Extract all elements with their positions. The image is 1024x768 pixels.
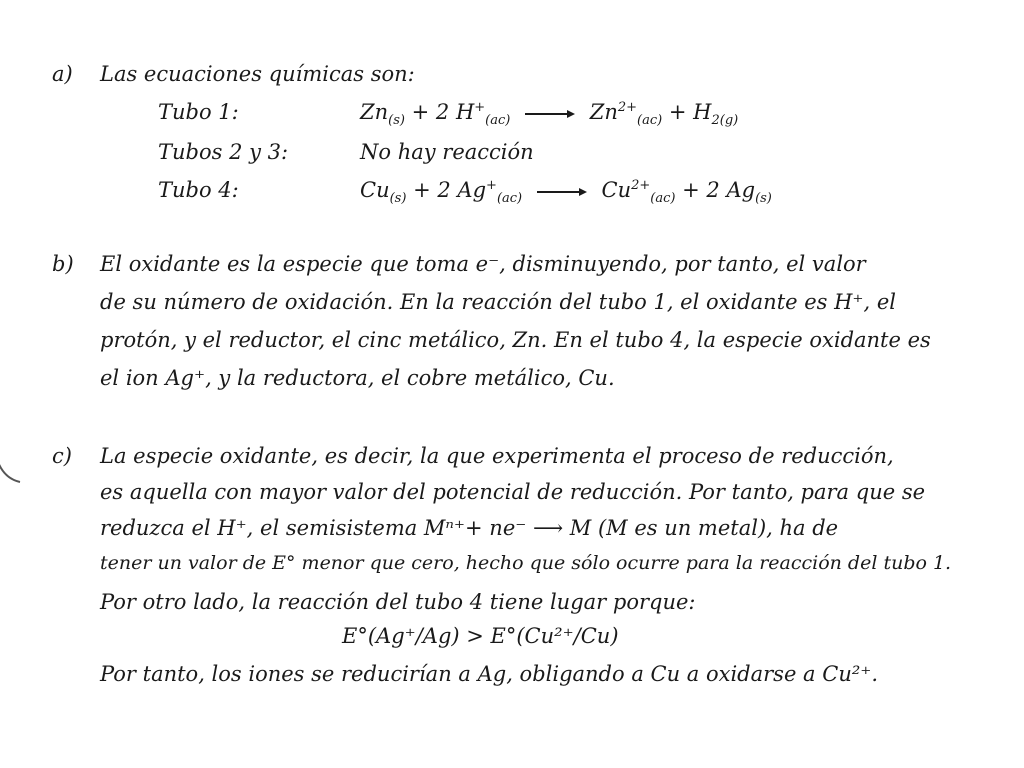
- tubo4-ag-s-state: (s): [755, 191, 772, 207]
- section-c-label: c): [52, 444, 72, 468]
- tubo1-reactant-zn: Zn: [360, 100, 389, 124]
- tubo4-reactant-cu: Cu: [360, 178, 390, 202]
- section-c-line: Por otro lado, la reacción del tubo 4 tiene lugar porque:: [100, 590, 696, 614]
- tubo1-zn-state: (s): [388, 113, 405, 129]
- tubos23-text: No hay reacción: [360, 140, 534, 164]
- potential-inequality: E°(Ag⁺/Ag) > E°(Cu²⁺/Cu): [342, 624, 619, 648]
- tubo4-product-ag: + 2 Ag: [682, 178, 756, 202]
- tubo4-product-cu: Cu: [601, 178, 632, 202]
- section-b-line: de su número de oxidación. En la reacción del tubo 1, el oxidante es H⁺, el: [100, 290, 897, 314]
- tubo1-h-state: (ac): [485, 113, 511, 129]
- tubo1-reactant-h: + 2 H: [411, 100, 475, 124]
- tubo4-cu-state: (s): [389, 191, 407, 207]
- reaction-arrow-icon: [525, 109, 575, 119]
- section-b-line: El oxidante es la especie que toma e⁻, disminuyendo, por tanto, el valor: [100, 252, 866, 276]
- tubo1-name: Tubo 1:: [158, 100, 239, 124]
- section-c-line: tener un valor de E° menor que cero, hecho que sólo ocurre para la reacción del tubo 1.: [100, 552, 952, 574]
- section-a-label: a): [52, 62, 73, 86]
- tubo1-zn-charge: 2+: [617, 100, 638, 115]
- section-c-line: reduzca el H⁺, el semisistema Mⁿ⁺+ ne⁻ ⟶ M (M es un metal), ha de: [100, 516, 839, 540]
- tubo1-h2-state: (g): [719, 113, 739, 129]
- tubo1-zn-ac-state: (ac): [637, 113, 663, 129]
- tubo1-product-h2: + H: [668, 100, 712, 124]
- tubo4-reactant-ag: + 2 Ag: [413, 178, 487, 202]
- tubo1-h-charge: +: [474, 100, 486, 115]
- tubo1-h2-sub: 2: [711, 113, 720, 129]
- section-c-line: La especie oxidante, es decir, la que experimenta el proceso de reducción,: [100, 444, 894, 468]
- section-b-line: protón, y el reductor, el cinc metálico, Zn. En el tubo 4, la especie oxidante es: [100, 328, 931, 352]
- reaction-arrow-icon: [537, 187, 587, 197]
- margin-curve-mark: [0, 452, 24, 486]
- tubos23-name: Tubos 2 y 3:: [158, 140, 289, 164]
- tubo4-ag-charge: +: [486, 178, 497, 193]
- tubo1-product-zn: Zn: [589, 100, 618, 124]
- section-c-line: es aquella con mayor valor del potencial de reducción. Por tanto, para que se: [100, 480, 926, 504]
- section-b-label: b): [52, 252, 74, 276]
- tubo1-equation: [360, 100, 738, 128]
- tubo4-cu-charge: 2+: [631, 178, 651, 193]
- tubo4-cu-ac-state: (ac): [650, 191, 676, 207]
- tubo4-ag-state: (ac): [496, 191, 523, 207]
- tubo4-equation: [360, 178, 772, 206]
- tubo4-name: Tubo 4:: [158, 178, 239, 202]
- section-c-line: Por tanto, los iones se reducirían a Ag, obligando a Cu a oxidarse a Cu²⁺.: [100, 662, 879, 686]
- section-b-line: el ion Ag⁺, y la reductora, el cobre metálico, Cu.: [100, 366, 615, 390]
- section-a-intro: Las ecuaciones químicas son:: [100, 62, 415, 86]
